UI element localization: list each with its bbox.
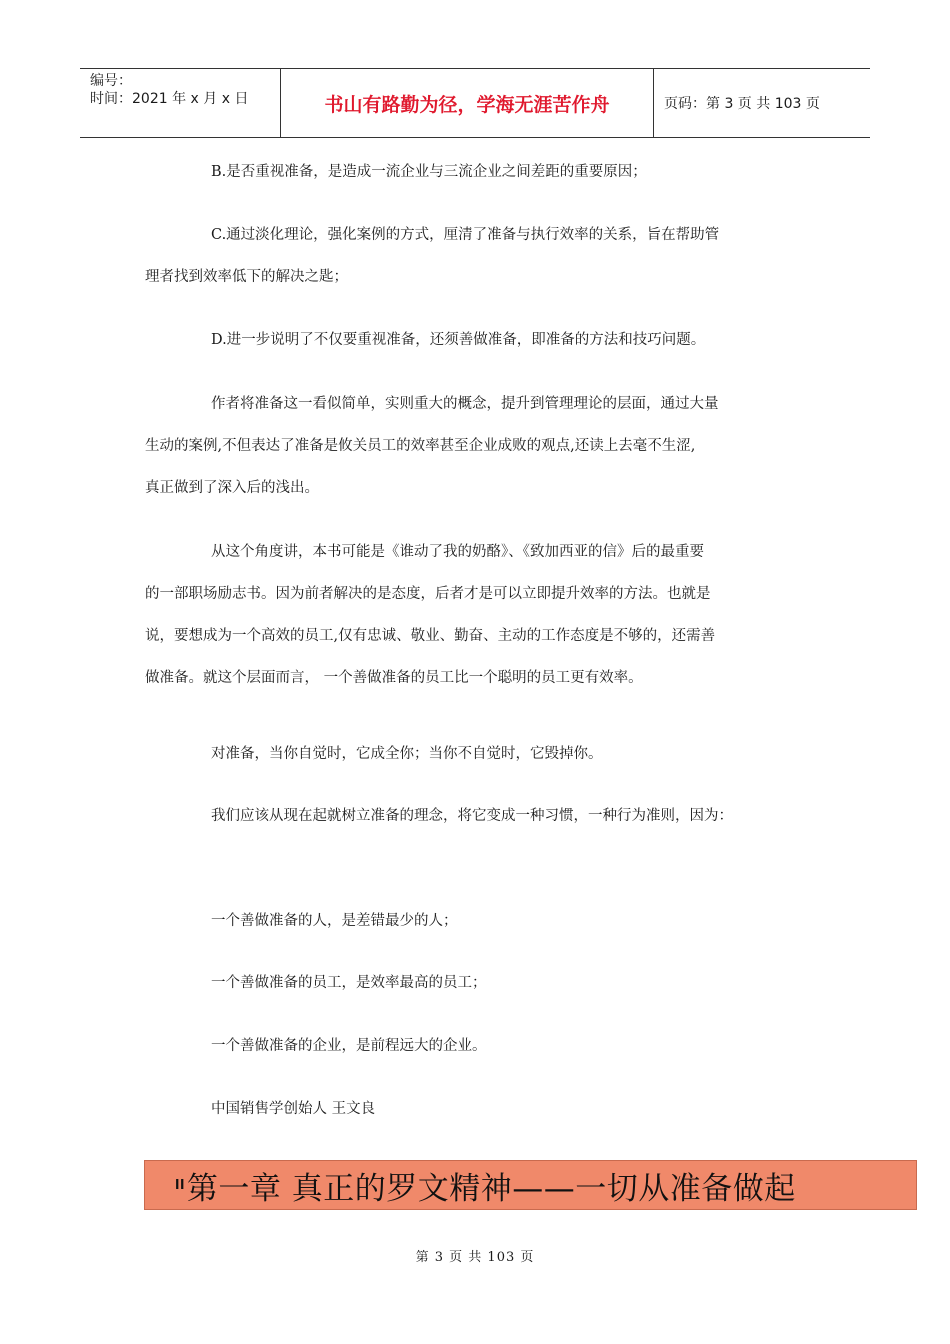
paragraph-self-awareness	[145, 733, 805, 775]
paragraph-c	[145, 214, 805, 298]
page-footer: 第 3 页 共 103 页	[415, 1250, 535, 1265]
text-line: 做准备。就这个层面而言， 一个善做准备的员工比一个聪明的员工更有效率。	[145, 670, 643, 686]
text-line: 作者将准备这一看似简单，实则重大的概念，提升到管理理论的层面，通过大量	[211, 396, 719, 412]
signature	[145, 1088, 805, 1130]
chapter-heading	[144, 1160, 917, 1210]
text-line: 从这个角度讲，本书可能是《谁动了我的奶酪》、《致加西亚的信》后的最重要	[211, 544, 704, 560]
text-line: B.是否重视准备，是造成一流企业与三流企业之间差距的重要原因；	[211, 164, 647, 180]
time-label: 时间：2021 年 x 月 x 日	[90, 91, 249, 107]
text-line: 一个善做准备的企业，是前程远大的企业。	[211, 1038, 487, 1054]
text-line: 中国销售学创始人 王文良	[211, 1101, 376, 1117]
statement-enterprise	[145, 1025, 805, 1067]
text-line: 真正做到了深入后的浅出。	[145, 480, 319, 496]
text-line: 的一部职场励志书。因为前者解决的是态度，后者才是可以立即提升效率的方法。也就是	[145, 586, 711, 602]
number-label: 编号：	[90, 73, 132, 89]
text-line: 对准备，当你自觉时，它成全你；当你不自觉时，它毁掉你。	[211, 746, 603, 762]
paragraph-b	[145, 151, 805, 193]
header-motto: 书山有路勤为径，学海无涯苦作舟	[281, 69, 654, 137]
statement-person	[145, 900, 805, 942]
statement-employee	[145, 962, 805, 1004]
header-meta	[80, 69, 281, 137]
header-page-info: 页码：第 3 页 共 103 页	[664, 96, 820, 112]
page-header	[80, 68, 870, 138]
text-line: D.进一步说明了不仅要重视准备，还须善做准备，即准备的方法和技巧问题。	[211, 332, 706, 348]
paragraph-d	[145, 319, 805, 361]
chapter-marker-icon: ll	[175, 1177, 185, 1193]
text-line: 一个善做准备的员工，是效率最高的员工；	[211, 975, 487, 991]
text-line: 我们应该从现在起就树立准备的理念，将它变成一种习惯，一种行为准则，因为：	[211, 808, 733, 824]
paragraph-author-summary	[145, 383, 805, 509]
text-line: C.通过淡化理论，强化案例的方式，厘清了准备与执行效率的关系，旨在帮助管	[211, 227, 720, 243]
paragraph-because	[145, 795, 805, 837]
text-line: 生动的案例,不但表达了准备是攸关员工的效率甚至企业成败的观点,还读上去毫不生涩,	[145, 438, 696, 454]
paragraph-perspective	[145, 531, 805, 699]
text-line: 说，要想成为一个高效的员工,仅有忠诚、敬业、勤奋、主动的工作态度是不够的，还需善	[145, 628, 716, 644]
text-line: 一个善做准备的人，是差错最少的人；	[211, 913, 458, 929]
chapter-title: 第一章 真正的罗文精神——一切从准备做起	[186, 1170, 796, 1207]
text-line: 理者找到效率低下的解决之匙；	[145, 269, 348, 285]
